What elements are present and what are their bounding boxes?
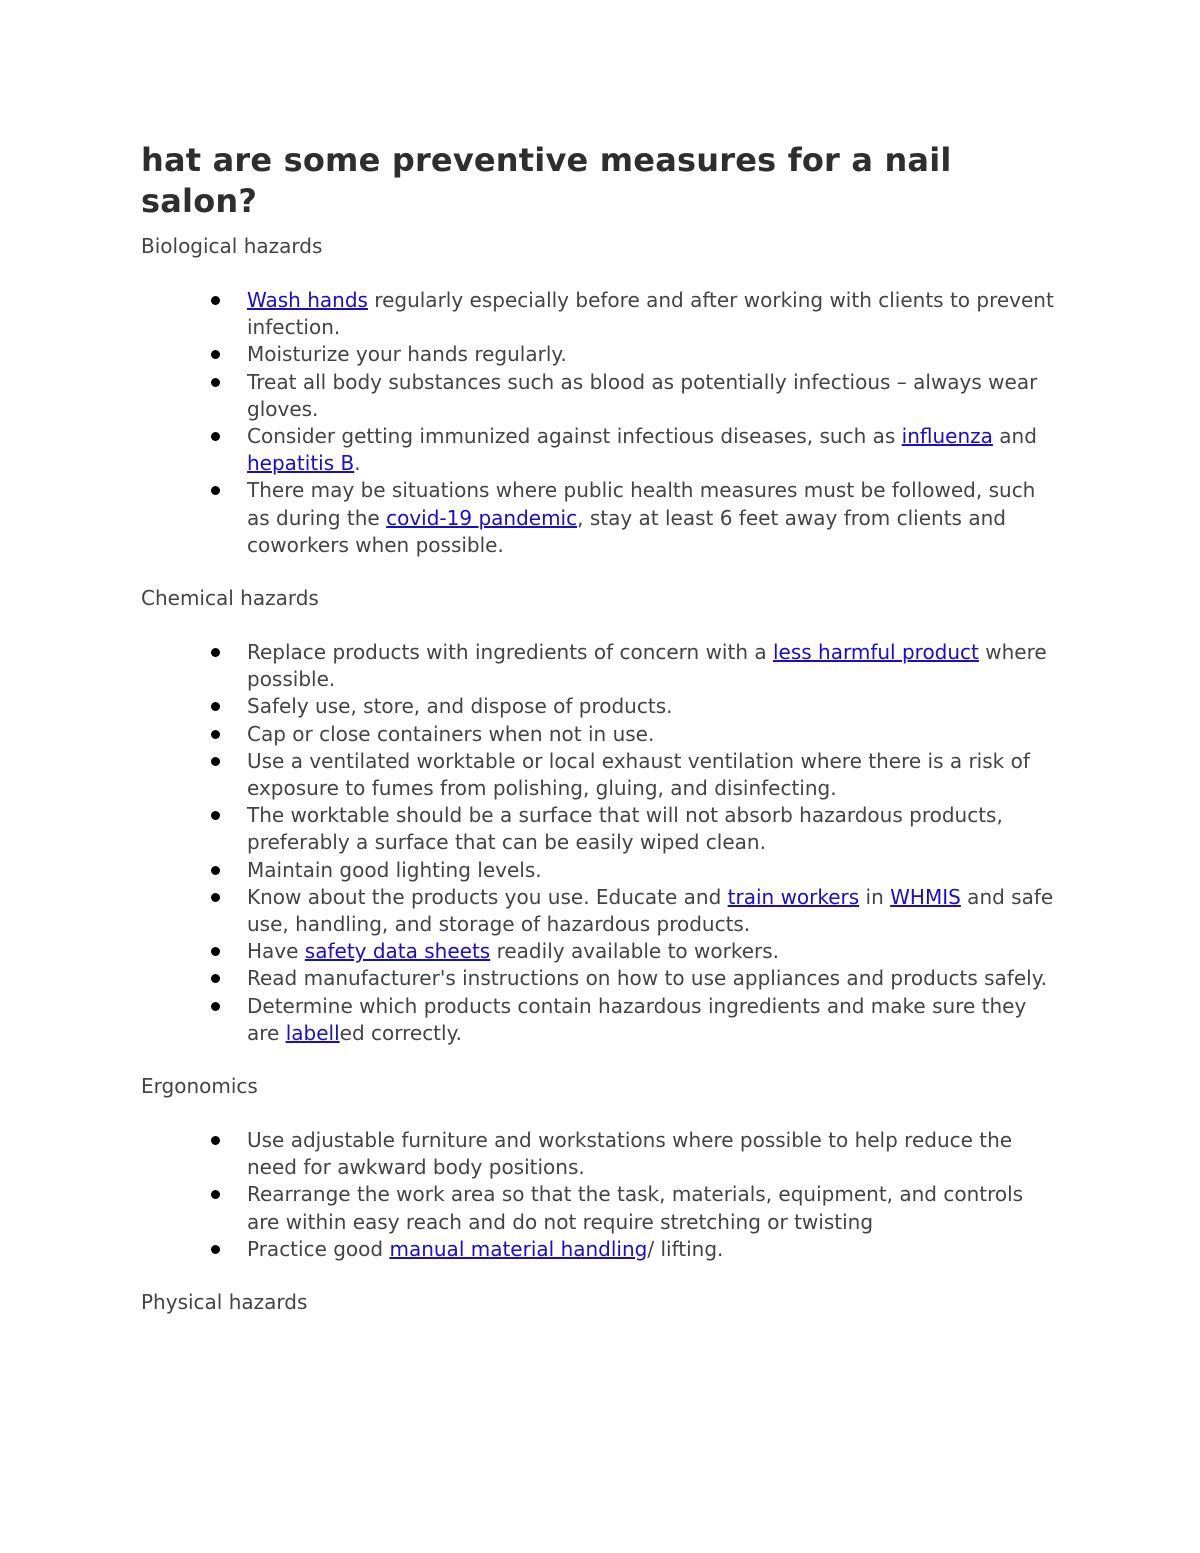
bullet-icon: [211, 757, 220, 766]
bullet-icon: [211, 296, 220, 305]
chemical-list: [141, 639, 1061, 1047]
list-item: The worktable should be a surface that will not absorb hazardous products, preferably a surface that can be easily wiped clean.: [141, 802, 1061, 856]
list-item: Determine which products contain hazardous ingredients and make sure they are labelled correctly.: [141, 993, 1061, 1047]
list-item: Know about the products you use. Educate and train workers in WHMIS and safe use, handling, and storage of hazardous products.: [141, 884, 1061, 938]
list-item: Safely use, store, and dispose of products.: [141, 693, 1061, 720]
bullet-icon: [211, 947, 220, 956]
list-item: Rearrange the work area so that the task, materials, equipment, and controls are within easy reach and do not require stretching or twisting: [141, 1181, 1061, 1235]
list-item: Maintain good lighting levels.: [141, 857, 1061, 884]
list-item: Use a ventilated worktable or local exhaust ventilation where there is a risk of exposure to fumes from polishing, gluing, and disinfecting.: [141, 748, 1061, 802]
less-harmful-product-link[interactable]: less harmful product: [772, 640, 979, 665]
page-title: hat are some preventive measures for a nail salon?: [141, 141, 952, 220]
bullet-icon: [211, 893, 220, 902]
bullet-icon: [211, 648, 220, 657]
bullet-icon: [211, 1002, 220, 1011]
list-item: Read manufacturer's instructions on how to use appliances and products safely.: [141, 965, 1061, 992]
bullet-icon: [211, 730, 220, 739]
wash-hands-link[interactable]: Wash hands: [247, 288, 368, 312]
list-item: Use adjustable furniture and workstations where possible to help reduce the need for awkward body positions.: [141, 1127, 1061, 1181]
bullet-icon: [211, 486, 220, 495]
bullet-icon: [211, 378, 220, 387]
labelled-link[interactable]: labell: [285, 1020, 340, 1045]
bullet-icon: [211, 1136, 220, 1145]
whmis-link[interactable]: WHMIS: [890, 884, 961, 909]
bullet-icon: [211, 1190, 220, 1199]
document-page: [141, 140, 1061, 1316]
bullet-icon: [211, 350, 220, 359]
list-item: Moisturize your hands regularly.: [141, 341, 1061, 368]
bullet-icon: [211, 702, 220, 711]
covid-19-pandemic-link[interactable]: covid-19 pandemic: [386, 505, 578, 530]
hepatitis-b-link[interactable]: hepatitis B: [247, 451, 355, 476]
list-item: There may be situations where public health measures must be followed, such as during the covid-19 pandemic, stay at least 6 feet away from clients and coworkers when possible.: [141, 477, 1061, 559]
biological-list: [141, 287, 1061, 559]
section-heading-biological: Biological hazards: [141, 234, 323, 258]
ergonomics-list: [141, 1127, 1061, 1263]
train-workers-link[interactable]: train workers: [727, 884, 860, 909]
bullet-icon: [211, 974, 220, 983]
bullet-icon: [211, 811, 220, 820]
list-item: Have safety data sheets readily available to workers.: [141, 938, 1061, 965]
bullet-icon: [211, 1245, 220, 1254]
section-heading-physical: Physical hazards: [141, 1290, 308, 1315]
section-heading-chemical: Chemical hazards: [141, 586, 319, 611]
safety-data-sheets-link[interactable]: safety data sheets: [304, 939, 491, 964]
list-item: Wash hands regularly especially before and after working with clients to prevent infection.: [141, 287, 1061, 341]
bullet-icon: [211, 432, 220, 441]
list-item: Treat all body substances such as blood as potentially infectious – always wear gloves.: [141, 369, 1061, 423]
list-item: Consider getting immunized against infectious diseases, such as influenza and hepatitis B.: [141, 423, 1061, 477]
bullet-icon: [211, 866, 220, 875]
list-item: Cap or close containers when not in use.: [141, 721, 1061, 748]
list-item: Replace products with ingredients of concern with a less harmful product where possible.: [141, 639, 1061, 693]
influenza-link[interactable]: influenza: [901, 424, 993, 449]
list-item: Practice good manual material handling/ lifting.: [141, 1236, 1061, 1263]
manual-material-handling-link[interactable]: manual material handling: [389, 1236, 648, 1261]
section-heading-ergonomics: Ergonomics: [141, 1074, 258, 1099]
